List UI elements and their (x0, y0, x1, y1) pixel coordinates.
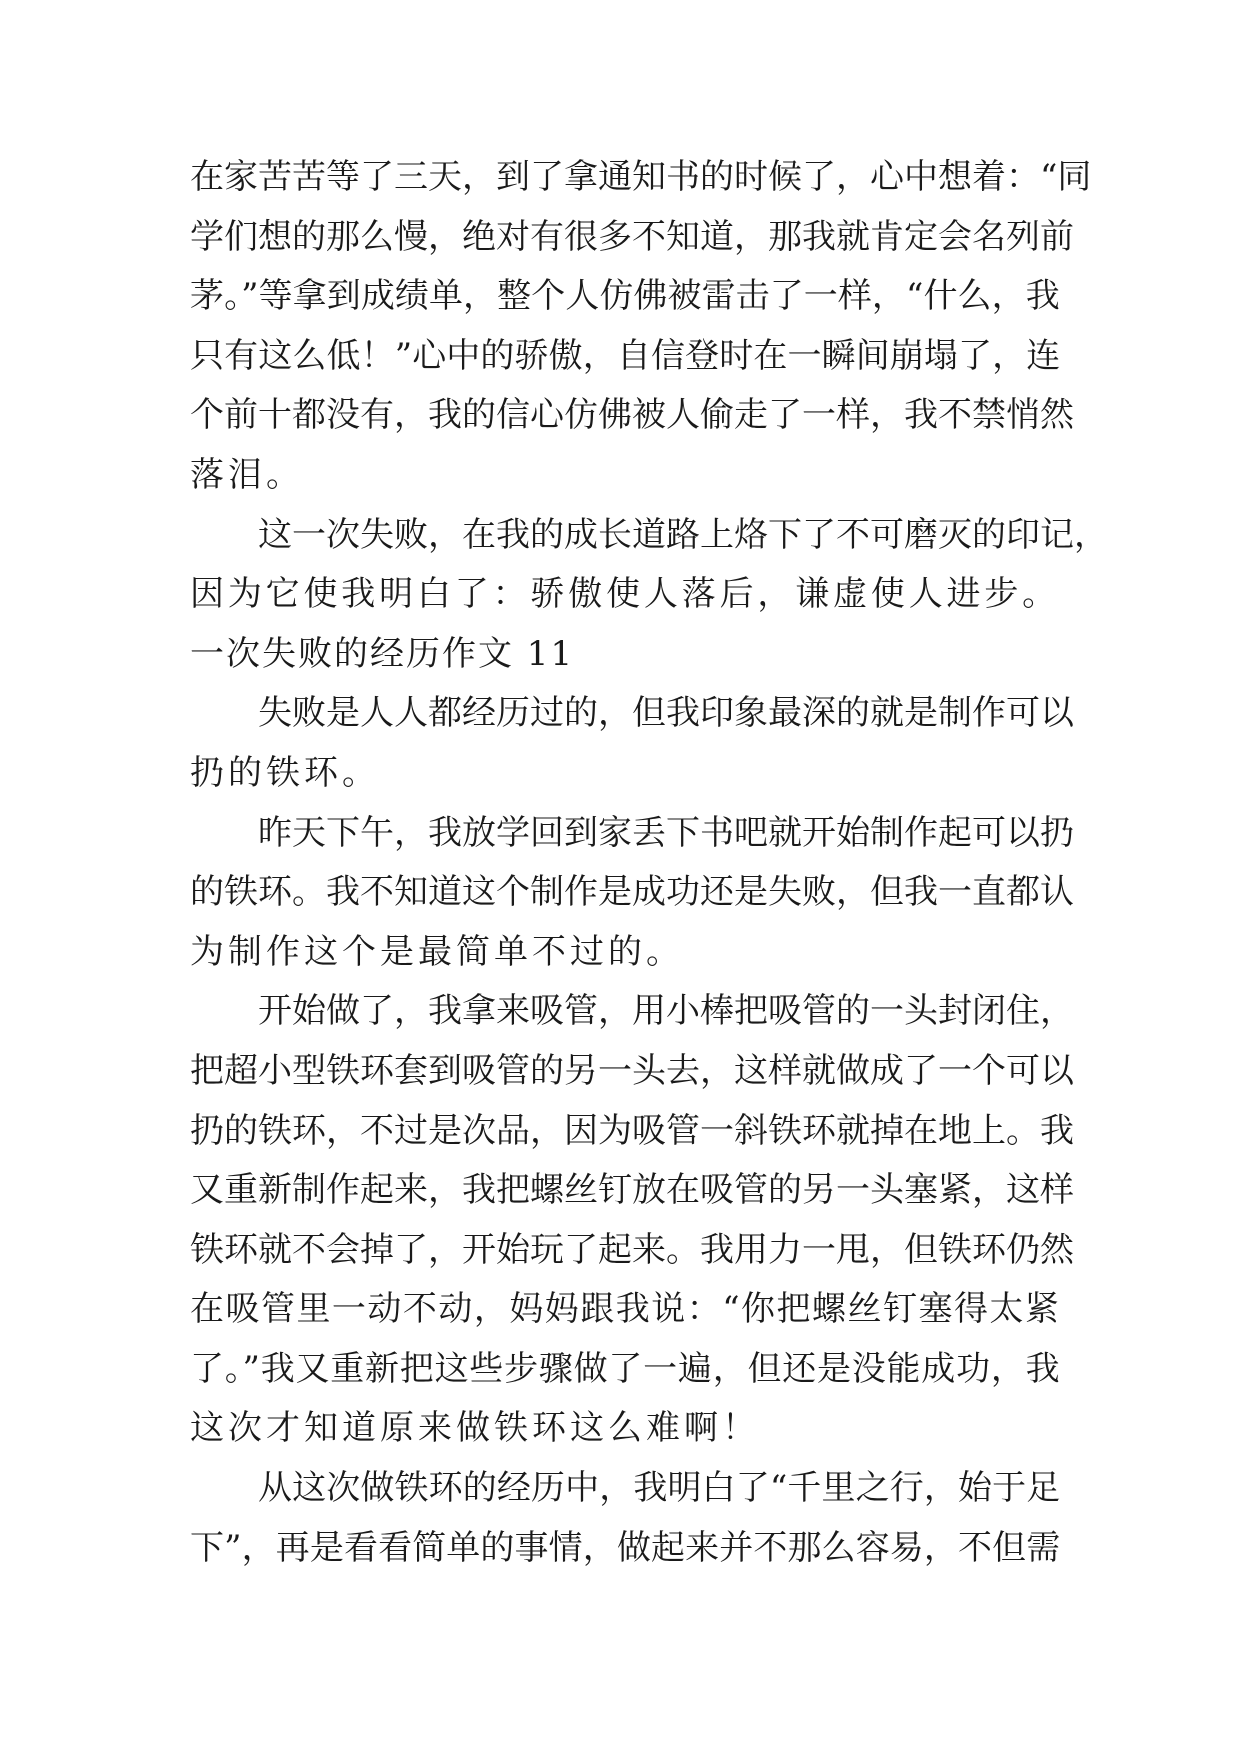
text-line: 昨天下午，我放学回到家丢下书吧就开始制作起可以扔 (258, 812, 1074, 853)
text-line: 从这次做铁环的经历中，我明白了“千里之行，始于足 (258, 1468, 1061, 1509)
text-line: 扔的铁环，不过是次品，因为吸管一斜铁环就掉在地上。我 (190, 1110, 1074, 1151)
text-line: 开始做了，我拿来吸管，用小棒把吸管的一头封闭住， (258, 991, 1074, 1032)
text-line: 在吸管里一动不动，妈妈跟我说：“你把螺丝钉塞得太紧 (190, 1289, 1061, 1330)
text-line: 的铁环。我不知道这个制作是成功还是失败，但我一直都认 (190, 872, 1074, 913)
text-line: 因为它使我明白了：骄傲使人落后，谦虚使人进步。 (190, 574, 1060, 615)
text-line: 只有这么低！”心中的骄傲，自信登时在一瞬间崩塌了，连 (190, 335, 1061, 376)
text-line: 为制作这个是最简单不过的。 (190, 931, 684, 972)
text-line: 失败是人人都经历过的，但我印象最深的就是制作可以 (258, 693, 1074, 734)
text-line: 落泪。 (190, 454, 304, 495)
text-line: 扔的铁环。 (190, 752, 380, 793)
text-line: 这一次失败，在我的成长道路上烙下了不可磨灭的印记， (258, 514, 1108, 555)
text-line: 个前十都没有，我的信心仿佛被人偷走了一样，我不禁悄然 (190, 395, 1074, 436)
text-line: 铁环就不会掉了，开始玩了起来。我用力一甩，但铁环仍然 (190, 1229, 1074, 1270)
section-heading: 一次失败的经历作文 11 (190, 633, 575, 674)
text-line: 在家苦苦等了三天，到了拿通知书的时候了，心中想着：“同 (190, 157, 1092, 197)
text-line: 又重新制作起来，我把螺丝钉放在吸管的另一头塞紧，这样 (190, 1170, 1074, 1211)
text-line: 学们想的那么慢，绝对有很多不知道，那我就肯定会名列前 (190, 216, 1074, 257)
text-line: 了。”我又重新把这些步骤做了一遍，但还是没能成功，我 (190, 1348, 1061, 1389)
text-line: 茅。”等拿到成绩单，整个人仿佛被雷击了一样，“什么，我 (190, 276, 1060, 317)
text-line: 把超小型铁环套到吸管的另一头去，这样就做成了一个可以 (190, 1050, 1074, 1091)
text-line: 下”，再是看看简单的事情，做起来并不那么容易，不但需 (190, 1527, 1061, 1568)
document-body (190, 148, 1108, 1578)
text-line: 这次才知道原来做铁环这么难啊！ (190, 1408, 760, 1449)
